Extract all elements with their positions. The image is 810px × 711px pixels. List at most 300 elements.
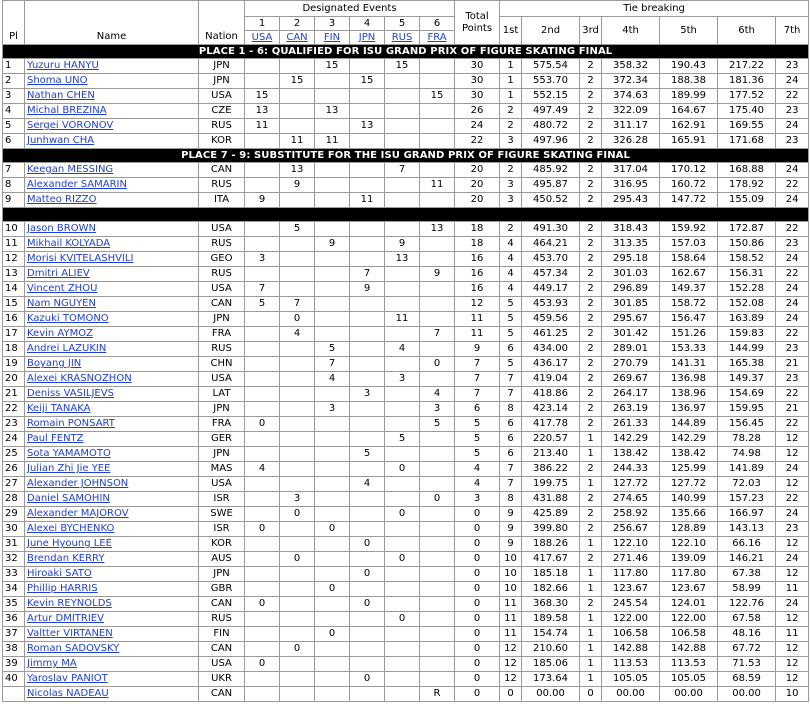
header-tie-6th: 6th — [718, 17, 776, 45]
event-points-cell — [280, 372, 315, 387]
event-link-fra[interactable]: FRA — [427, 31, 447, 43]
place-cell: 40 — [3, 672, 25, 687]
tie-6th-cell: 146.21 — [718, 552, 776, 567]
name-cell — [25, 447, 199, 462]
place-cell: 7 — [3, 163, 25, 178]
tie-7th-cell: 23 — [776, 237, 809, 252]
place-cell: 6 — [3, 134, 25, 149]
place-cell: 20 — [3, 372, 25, 387]
tie-4th-cell: 258.92 — [602, 507, 660, 522]
tie-2nd-cell: 553.70 — [522, 74, 580, 89]
total-points-cell: 4 — [455, 477, 500, 492]
event-points-cell — [280, 387, 315, 402]
event-points-cell — [385, 657, 420, 672]
event-points-cell — [420, 193, 455, 208]
place-cell: 30 — [3, 522, 25, 537]
skater-link[interactable]: Sota YAMAMOTO — [27, 448, 111, 459]
tie-1st-cell: 11 — [500, 627, 522, 642]
skater-link[interactable]: Keegan MESSING — [27, 164, 114, 175]
skater-link[interactable]: Roman SADOVSKY — [27, 643, 120, 654]
tie-5th-cell: 158.64 — [660, 252, 718, 267]
header-event-link-usa[interactable] — [245, 31, 280, 45]
skater-link[interactable]: Kevin AYMOZ — [27, 328, 93, 339]
tie-4th-cell: 113.53 — [602, 657, 660, 672]
header-event-link-rus[interactable] — [385, 31, 420, 45]
tie-6th-cell: 72.03 — [718, 477, 776, 492]
tie-6th-cell: 165.38 — [718, 357, 776, 372]
event-points-cell — [350, 357, 385, 372]
skater-link[interactable]: Hiroaki SATO — [27, 568, 92, 579]
skater-link[interactable]: Deniss VASILJEVS — [27, 388, 114, 399]
skater-link[interactable]: Alexei BYCHENKO — [27, 523, 115, 534]
event-points-cell — [385, 387, 420, 402]
tie-2nd-cell: 497.96 — [522, 134, 580, 149]
tie-6th-cell: 181.36 — [718, 74, 776, 89]
tie-1st-cell: 4 — [500, 267, 522, 282]
table-row — [3, 507, 809, 522]
tie-6th-cell: 00.00 — [718, 687, 776, 702]
tie-4th-cell: 313.35 — [602, 237, 660, 252]
tie-4th-cell: 256.67 — [602, 522, 660, 537]
tie-2nd-cell: 450.52 — [522, 193, 580, 208]
name-cell — [25, 417, 199, 432]
tie-1st-cell: 7 — [500, 372, 522, 387]
tie-1st-cell: 5 — [500, 297, 522, 312]
tie-1st-cell: 6 — [500, 447, 522, 462]
event-points-cell — [385, 74, 420, 89]
table-row — [3, 657, 809, 672]
event-points-cell — [280, 342, 315, 357]
tie-4th-cell: 270.79 — [602, 357, 660, 372]
name-cell — [25, 104, 199, 119]
event-points-cell — [315, 74, 350, 89]
event-points-cell — [420, 612, 455, 627]
tie-1st-cell: 4 — [500, 252, 522, 267]
event-points-cell — [315, 312, 350, 327]
event-points-cell: 13 — [280, 163, 315, 178]
table-row — [3, 89, 809, 104]
event-points-cell — [245, 447, 280, 462]
event-link-rus[interactable]: RUS — [391, 31, 413, 43]
event-points-cell — [385, 119, 420, 134]
total-points-cell: 0 — [455, 642, 500, 657]
event-points-cell — [350, 552, 385, 567]
event-points-cell: 7 — [350, 267, 385, 282]
tie-5th-cell: 144.89 — [660, 417, 718, 432]
skater-link[interactable]: Romain PONSART — [27, 418, 115, 429]
tie-7th-cell: 21 — [776, 402, 809, 417]
nation-cell: KOR — [199, 537, 245, 552]
event-points-cell — [350, 642, 385, 657]
tie-6th-cell: 157.23 — [718, 492, 776, 507]
skater-link[interactable]: Jason BROWN — [27, 223, 96, 234]
skater-link[interactable]: Nam NGUYEN — [27, 298, 96, 309]
event-points-cell: 0 — [280, 552, 315, 567]
table-row — [3, 193, 809, 208]
event-points-cell — [420, 597, 455, 612]
section-header — [3, 45, 809, 59]
tie-7th-cell: 23 — [776, 372, 809, 387]
event-points-cell — [420, 447, 455, 462]
skater-link[interactable]: Nathan CHEN — [27, 90, 95, 101]
tie-5th-cell: 122.00 — [660, 612, 718, 627]
tie-7th-cell: 22 — [776, 89, 809, 104]
tie-7th-cell: 24 — [776, 163, 809, 178]
tie-7th-cell: 22 — [776, 492, 809, 507]
tie-4th-cell: 263.19 — [602, 402, 660, 417]
tie-2nd-cell: 491.30 — [522, 222, 580, 237]
total-points-cell: 7 — [455, 372, 500, 387]
skater-link[interactable]: Junhwan CHA — [27, 135, 95, 146]
place-cell: 34 — [3, 582, 25, 597]
skater-link[interactable]: Boyang JIN — [27, 358, 82, 369]
event-points-cell — [420, 672, 455, 687]
event-points-cell — [420, 432, 455, 447]
header-tie-breaking: Tie breaking — [500, 1, 809, 17]
total-points-cell: 0 — [455, 612, 500, 627]
place-cell: 26 — [3, 462, 25, 477]
tie-5th-cell: 160.72 — [660, 178, 718, 193]
event-points-cell — [315, 492, 350, 507]
tie-5th-cell: 117.80 — [660, 567, 718, 582]
tie-6th-cell: 171.68 — [718, 134, 776, 149]
tie-6th-cell: 68.59 — [718, 672, 776, 687]
section-title: PLACE 1 - 6: QUALIFIED FOR ISU GRAND PRIX OF FIGURE SKATING FINAL — [3, 45, 809, 59]
event-points-cell — [385, 282, 420, 297]
nation-cell: ITA — [199, 193, 245, 208]
tie-4th-cell: 106.58 — [602, 627, 660, 642]
name-cell — [25, 687, 199, 702]
nation-cell: JPN — [199, 312, 245, 327]
nation-cell: ISR — [199, 522, 245, 537]
event-points-cell: 11 — [315, 134, 350, 149]
event-points-cell — [280, 567, 315, 582]
table-row — [3, 462, 809, 477]
header-pl: Pl — [3, 1, 25, 45]
skater-link[interactable]: Vincent ZHOU — [27, 283, 98, 294]
event-points-cell: 3 — [385, 372, 420, 387]
tie-7th-cell: 23 — [776, 104, 809, 119]
tie-1st-cell: 8 — [500, 492, 522, 507]
event-points-cell — [350, 104, 385, 119]
place-cell: 38 — [3, 642, 25, 657]
tie-6th-cell: 168.88 — [718, 163, 776, 178]
tie-3rd-cell: 1 — [580, 432, 602, 447]
event-points-cell: 0 — [385, 552, 420, 567]
event-points-cell — [245, 327, 280, 342]
table-row — [3, 597, 809, 612]
name-cell — [25, 477, 199, 492]
event-points-cell: 5 — [420, 417, 455, 432]
place-cell: 10 — [3, 222, 25, 237]
event-points-cell — [385, 537, 420, 552]
tie-2nd-cell: 173.64 — [522, 672, 580, 687]
total-points-cell: 30 — [455, 59, 500, 74]
skater-link[interactable]: Kazuki TOMONO — [27, 313, 109, 324]
tie-4th-cell: 245.54 — [602, 597, 660, 612]
tie-4th-cell: 295.67 — [602, 312, 660, 327]
event-points-cell — [245, 477, 280, 492]
total-points-cell: 20 — [455, 193, 500, 208]
skater-link[interactable]: Alexander MAJOROV — [27, 508, 129, 519]
tie-2nd-cell: 495.87 — [522, 178, 580, 193]
event-points-cell: 0 — [315, 627, 350, 642]
tie-4th-cell: 318.43 — [602, 222, 660, 237]
event-points-cell: 11 — [385, 312, 420, 327]
tie-6th-cell: 172.87 — [718, 222, 776, 237]
event-link-jpn[interactable]: JPN — [358, 31, 376, 43]
event-points-cell — [350, 252, 385, 267]
tie-5th-cell: 142.88 — [660, 642, 718, 657]
tie-7th-cell: 24 — [776, 312, 809, 327]
tie-7th-cell: 12 — [776, 537, 809, 552]
event-points-cell: 0 — [350, 597, 385, 612]
skater-link[interactable]: Sergei VORONOV — [27, 120, 114, 131]
event-link-can[interactable]: CAN — [286, 31, 308, 43]
tie-5th-cell: 105.05 — [660, 672, 718, 687]
tie-1st-cell: 9 — [500, 522, 522, 537]
tie-7th-cell: 24 — [776, 119, 809, 134]
skater-link[interactable]: Dmitri ALIEV — [27, 268, 90, 279]
nation-cell: RUS — [199, 178, 245, 193]
skater-link[interactable]: Michal BREZINA — [27, 105, 107, 116]
tie-7th-cell: 11 — [776, 627, 809, 642]
tie-1st-cell: 5 — [500, 357, 522, 372]
tie-3rd-cell: 1 — [580, 582, 602, 597]
tie-5th-cell: 190.43 — [660, 59, 718, 74]
tie-3rd-cell: 2 — [580, 252, 602, 267]
tie-5th-cell: 147.72 — [660, 193, 718, 208]
tie-4th-cell: 142.88 — [602, 642, 660, 657]
name-cell — [25, 119, 199, 134]
event-points-cell — [350, 522, 385, 537]
tie-7th-cell: 12 — [776, 672, 809, 687]
event-points-cell — [245, 507, 280, 522]
header-event-link-jpn[interactable] — [350, 31, 385, 45]
tie-1st-cell: 2 — [500, 104, 522, 119]
skater-link[interactable]: Yaroslav PANIOT — [27, 673, 108, 684]
event-points-cell: 3 — [315, 402, 350, 417]
event-points-cell — [385, 222, 420, 237]
event-points-cell — [280, 119, 315, 134]
event-points-cell — [280, 447, 315, 462]
event-points-cell — [420, 134, 455, 149]
place-cell: 36 — [3, 612, 25, 627]
event-points-cell — [420, 552, 455, 567]
event-points-cell — [245, 492, 280, 507]
event-points-cell — [315, 267, 350, 282]
skater-link[interactable]: Nicolas NADEAU — [27, 688, 109, 699]
tie-7th-cell: 22 — [776, 178, 809, 193]
skater-link[interactable]: Phillip HARRIS — [27, 583, 98, 594]
header-event-link-can[interactable] — [280, 31, 315, 45]
tie-2nd-cell: 436.17 — [522, 357, 580, 372]
event-points-cell — [245, 372, 280, 387]
tie-6th-cell: 149.37 — [718, 372, 776, 387]
event-points-cell — [420, 657, 455, 672]
header-event-num: 4 — [350, 17, 385, 31]
event-points-cell: 7 — [385, 163, 420, 178]
event-points-cell — [385, 522, 420, 537]
skater-link[interactable]: Valtter VIRTANEN — [27, 628, 113, 639]
event-points-cell: 0 — [245, 597, 280, 612]
event-points-cell — [245, 222, 280, 237]
tie-5th-cell: 159.92 — [660, 222, 718, 237]
tie-5th-cell: 188.38 — [660, 74, 718, 89]
name-cell — [25, 672, 199, 687]
nation-cell: LAT — [199, 387, 245, 402]
tie-3rd-cell: 2 — [580, 327, 602, 342]
skater-link[interactable]: Morisi KVITELASHVILI — [27, 253, 134, 264]
event-points-cell — [350, 297, 385, 312]
event-points-cell — [385, 178, 420, 193]
total-points-cell: 30 — [455, 89, 500, 104]
event-points-cell — [245, 642, 280, 657]
tie-5th-cell: 151.26 — [660, 327, 718, 342]
standings-table — [2, 0, 809, 702]
table-row — [3, 267, 809, 282]
header-event-num: 6 — [420, 17, 455, 31]
skater-link[interactable]: Matteo RIZZO — [27, 194, 97, 205]
tie-4th-cell: 317.04 — [602, 163, 660, 178]
skater-link[interactable]: Julian Zhi Jie YEE — [27, 463, 111, 474]
skater-link[interactable]: Paul FENTZ — [27, 433, 84, 444]
tie-5th-cell: 00.00 — [660, 687, 718, 702]
tie-7th-cell: 22 — [776, 387, 809, 402]
tie-1st-cell: 12 — [500, 657, 522, 672]
skater-link[interactable]: Alexei KRASNOZHON — [27, 373, 132, 384]
skater-link[interactable]: Brendan KERRY — [27, 553, 105, 564]
nation-cell: CAN — [199, 597, 245, 612]
header-event-link-fra[interactable] — [420, 31, 455, 45]
tie-1st-cell: 2 — [500, 119, 522, 134]
skater-link[interactable]: Keiji TANAKA — [27, 403, 91, 414]
nation-cell: FIN — [199, 627, 245, 642]
event-points-cell: 3 — [350, 387, 385, 402]
tie-3rd-cell: 2 — [580, 492, 602, 507]
skater-link[interactable]: Jimmy MA — [27, 658, 77, 669]
tie-3rd-cell: 2 — [580, 163, 602, 178]
tie-2nd-cell: 464.21 — [522, 237, 580, 252]
tie-3rd-cell: 1 — [580, 672, 602, 687]
total-points-cell: 0 — [455, 687, 500, 702]
tie-2nd-cell: 575.54 — [522, 59, 580, 74]
total-points-cell: 6 — [455, 402, 500, 417]
name-cell — [25, 657, 199, 672]
nation-cell: RUS — [199, 342, 245, 357]
section-title: PLACE 7 - 9: SUBSTITUTE FOR THE ISU GRAND PRIX OF FIGURE SKATING FINAL — [3, 149, 809, 163]
name-cell — [25, 178, 199, 193]
event-points-cell: 9 — [280, 178, 315, 193]
event-points-cell — [280, 477, 315, 492]
tie-1st-cell: 10 — [500, 567, 522, 582]
event-points-cell — [420, 342, 455, 357]
event-link-usa[interactable]: USA — [251, 31, 273, 43]
event-points-cell — [315, 507, 350, 522]
name-cell — [25, 89, 199, 104]
tie-5th-cell: 123.67 — [660, 582, 718, 597]
skater-link[interactable]: Daniel SAMOHIN — [27, 493, 110, 504]
skater-link[interactable]: Mikhail KOLYADA — [27, 238, 111, 249]
tie-5th-cell: 122.10 — [660, 537, 718, 552]
skater-link[interactable]: Kevin REYNOLDS — [27, 598, 112, 609]
event-points-cell: 11 — [245, 119, 280, 134]
tie-6th-cell: 144.99 — [718, 342, 776, 357]
nation-cell: ISR — [199, 492, 245, 507]
event-points-cell — [245, 402, 280, 417]
total-points-cell: 0 — [455, 582, 500, 597]
tie-6th-cell: 156.45 — [718, 417, 776, 432]
event-points-cell — [385, 597, 420, 612]
name-cell — [25, 507, 199, 522]
tie-1st-cell: 6 — [500, 432, 522, 447]
tie-5th-cell: 138.96 — [660, 387, 718, 402]
tie-1st-cell: 5 — [500, 312, 522, 327]
event-link-fin[interactable]: FIN — [323, 31, 341, 43]
event-points-cell: 7 — [420, 327, 455, 342]
event-points-cell — [420, 567, 455, 582]
tie-4th-cell: 301.42 — [602, 327, 660, 342]
event-points-cell — [280, 357, 315, 372]
skater-link[interactable]: Artur DMITRIEV — [27, 613, 104, 624]
tie-1st-cell: 12 — [500, 642, 522, 657]
skater-link[interactable]: Alexander JOHNSON — [27, 478, 129, 489]
event-points-cell — [280, 417, 315, 432]
skater-link[interactable]: Shoma UNO — [27, 75, 88, 86]
event-points-cell — [350, 89, 385, 104]
tie-1st-cell: 9 — [500, 537, 522, 552]
tie-5th-cell: 106.58 — [660, 627, 718, 642]
event-points-cell — [350, 657, 385, 672]
skater-link[interactable]: Alexander SAMARIN — [27, 179, 127, 190]
event-points-cell — [280, 89, 315, 104]
event-points-cell: 7 — [245, 282, 280, 297]
nation-cell: GEO — [199, 252, 245, 267]
event-points-cell: 11 — [350, 193, 385, 208]
nation-cell: CAN — [199, 297, 245, 312]
header-event-link-fin[interactable] — [315, 31, 350, 45]
name-cell — [25, 74, 199, 89]
place-cell: 9 — [3, 193, 25, 208]
tie-3rd-cell: 2 — [580, 74, 602, 89]
skater-link[interactable]: June Hyoung LEE — [27, 538, 112, 549]
tie-5th-cell: 158.72 — [660, 297, 718, 312]
event-points-cell: 4 — [245, 462, 280, 477]
name-cell — [25, 342, 199, 357]
tie-4th-cell: 122.00 — [602, 612, 660, 627]
tie-5th-cell: 128.89 — [660, 522, 718, 537]
tie-1st-cell: 1 — [500, 74, 522, 89]
event-points-cell — [350, 237, 385, 252]
tie-6th-cell: 154.69 — [718, 387, 776, 402]
nation-cell: SWE — [199, 507, 245, 522]
header-total-points — [455, 1, 500, 45]
tie-6th-cell: 217.22 — [718, 59, 776, 74]
skater-link[interactable]: Andrei LAZUKIN — [27, 343, 107, 354]
name-cell — [25, 537, 199, 552]
event-points-cell — [350, 342, 385, 357]
name-cell — [25, 357, 199, 372]
total-points-cell: 0 — [455, 552, 500, 567]
event-points-cell — [315, 297, 350, 312]
tie-2nd-cell: 00.00 — [522, 687, 580, 702]
table-row — [3, 447, 809, 462]
event-points-cell — [315, 327, 350, 342]
tie-4th-cell: 117.80 — [602, 567, 660, 582]
tie-2nd-cell: 497.49 — [522, 104, 580, 119]
skater-link[interactable]: Yuzuru HANYU — [27, 60, 99, 71]
place-cell: 21 — [3, 387, 25, 402]
